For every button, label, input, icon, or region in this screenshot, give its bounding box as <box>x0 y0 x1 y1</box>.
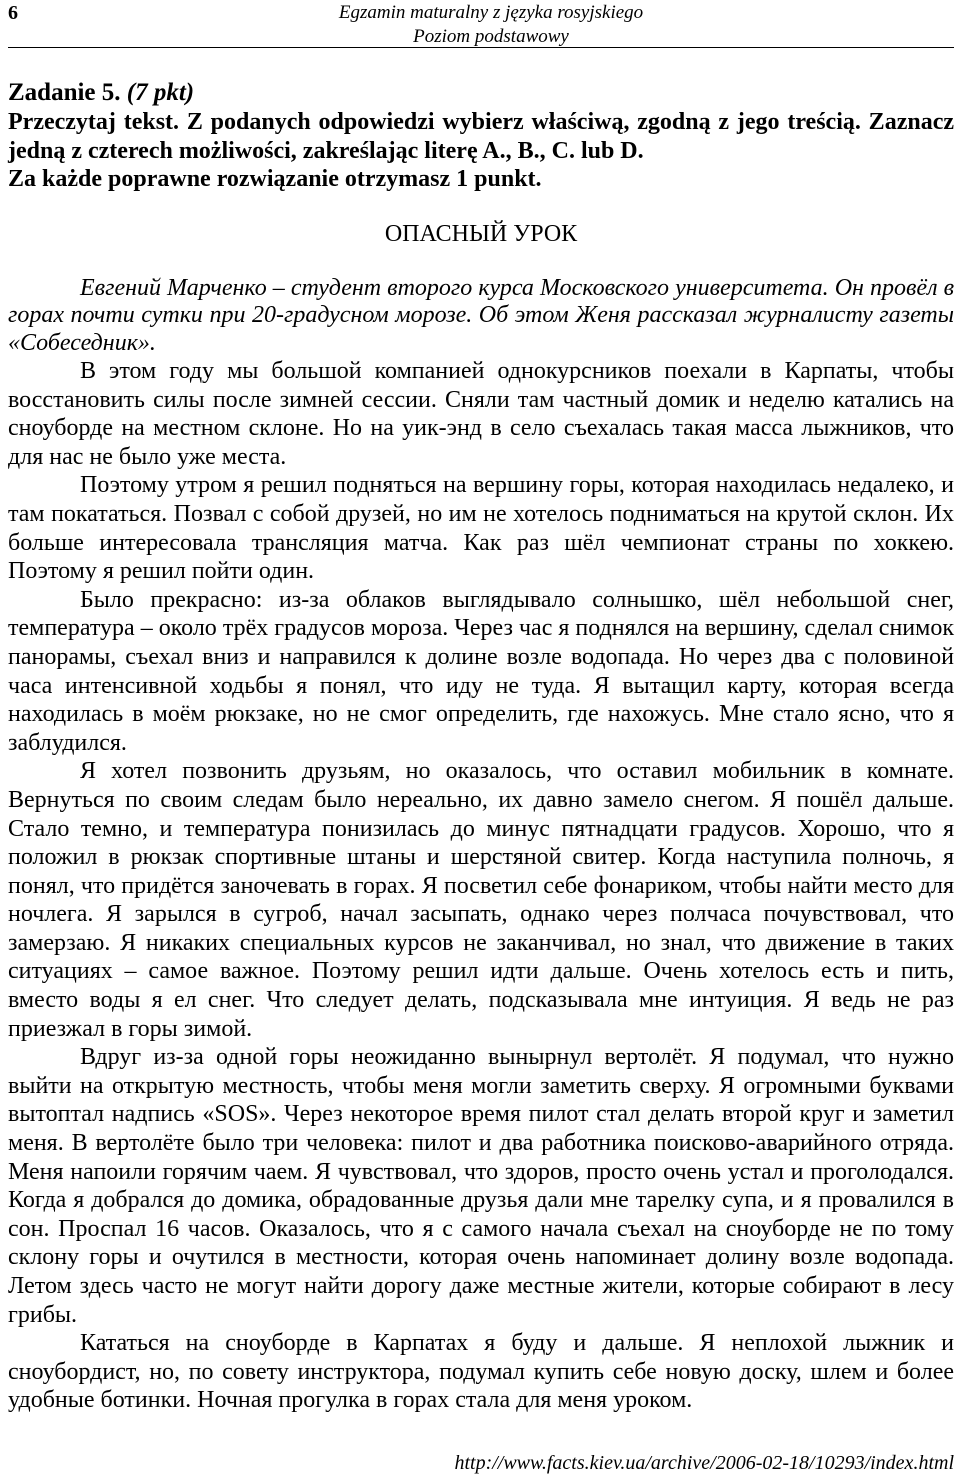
scoring-note: Za każde poprawne rozwiązanie otrzymasz 1 punkt. <box>8 166 542 192</box>
story-paragraph-5: Вдруг из-за одной горы неожиданно вынырнул вертолёт. Я подумал, что нужно выйти на открытую местность, чтобы меня могли заметить сверху. Я огромными буквами вытоптал надпись «SOS». Через некоторое время пилот стал делать второй круг и заметил меня. В вертолёте было три человека: пилот и два работника поисково-аварийного отряда. Меня напоили горячим чаем. Я чувствовал, что здоров, просто очень устал и проголодался. Когда я добрался до домика, обрадованные друзья дали мне тарелку супа, и я провалился в сон. Проспал 16 часов. Оказалось, что я с самого начала съехал на сноуборде не по тому склону горы и очутился в местности, которая очень напоминает долину возле водопада. Летом здесь часто не могут найти дорогу даже местные жители, которые собирают в лесу грибы. <box>8 1044 954 1328</box>
instruction-text: Przeczytaj tekst. Z podanych odpowiedzi wybierz właściwą, zgodną z jego treścią. Zaznacz jedną z czterech możliwości, zakreślając literę A., B., C. lub D. <box>8 109 954 164</box>
task-instructions <box>8 108 954 194</box>
exam-title <box>8 1 954 49</box>
lead-paragraph: Евгений Марченко – студент второго курса Московского университета. Он провёл в горах почти сутки при 20-градусном морозе. Об этом Женя рассказал журналисту газеты «Собеседник». <box>8 274 954 356</box>
story-lead <box>8 275 954 358</box>
story-title: ОПАСНЫЙ УРОК <box>384 220 578 247</box>
task-points: (7 pkt) <box>126 79 195 106</box>
task-title: Zadanie 5. <box>8 79 121 106</box>
story-paragraph-6: Кататься на сноуборде в Карпатах я буду и дальше. Я неплохой лыжник и сноубордист, но, по совету инструктора, подумал купить себе новую доску, шлем и более удобные ботинки. Ночная прогулка в горах стала для меня уроком. <box>8 1330 954 1414</box>
source-url: http://www.facts.kiev.ua/archive/2006-02-18/10293/index.html <box>454 1452 954 1474</box>
page-header <box>8 0 954 48</box>
exam-page <box>8 0 954 1415</box>
exam-title-line1: Egzamin maturalny z języka rosyjskiego <box>338 2 644 23</box>
exam-title-line2: Poziom podstawowy <box>413 26 569 47</box>
story-paragraph-4: Я хотел позвонить друзьям, но оказалось, что оставил мобильник в комнате. Вернуться по своим следам было нереально, их давно замело снегом. Я пошёл дальше. Стало темно, и температура понизилась до минус пятнадцати градусов. Хорошо, что я положил в рюкзак спортивные штаны и шерстяной свитер. Когда наступила полночь, я понял, что придётся заночевать в горах. Я посветил себе фонариком, чтобы найти место для ночлега. Я зарылся в сугроб, начал засыпать, однако через полчаса почувствовал, что замерзаю. Я никаких специальных курсов не заканчивал, но знал, что движение в таких ситуациях – самое важное. Поэтому решил идти дальше. Очень хотелось есть и пить, вместо воды я ел снег. Что следует делать, подсказывала мне интуиция. Я ведь не раз приезжал в горы зимой. <box>8 758 954 1042</box>
page-number: 6 <box>8 2 18 24</box>
story-paragraph-2: Поэтому утром я решил подняться на вершину горы, которая находилась недалеко, и там покататься. Позвал с собой друзей, но им не хотелось подниматься на крутой склон. Их больше интересовала трансляция матча. Как раз шёл чемпионат страны по хоккею. Поэтому я решил пойти один. <box>8 472 954 585</box>
task-heading <box>8 78 954 108</box>
story-paragraph-1: В этом году мы большой компанией однокурсников поехали в Карпаты, чтобы восстановить силы после зимней сессии. Сняли там частный домик и неделю катались на сноуборде на местном склоне. Но на уик-энд в село съехалась такая масса лыжников, что для нас не было уже места. <box>8 358 954 470</box>
header-divider <box>8 47 954 48</box>
story-body <box>8 357 954 1415</box>
story-paragraph-3: Было прекрасно: из-за облаков выглядывало солнышко, шёл небольшой снег, температура – около трёх градусов мороза. Через час я поднялся на вершину, сделал снимок панорамы, съехал вниз и направился к долине возле водопада. Но через два с половиной часа интенсивной ходьбы я понял, что иду не туда. Я вытащил карту, которая всегда находилась в моём рюкзаке, но не смог определить, где нахожусь. Мне стало ясно, что я заблудился. <box>8 586 954 756</box>
